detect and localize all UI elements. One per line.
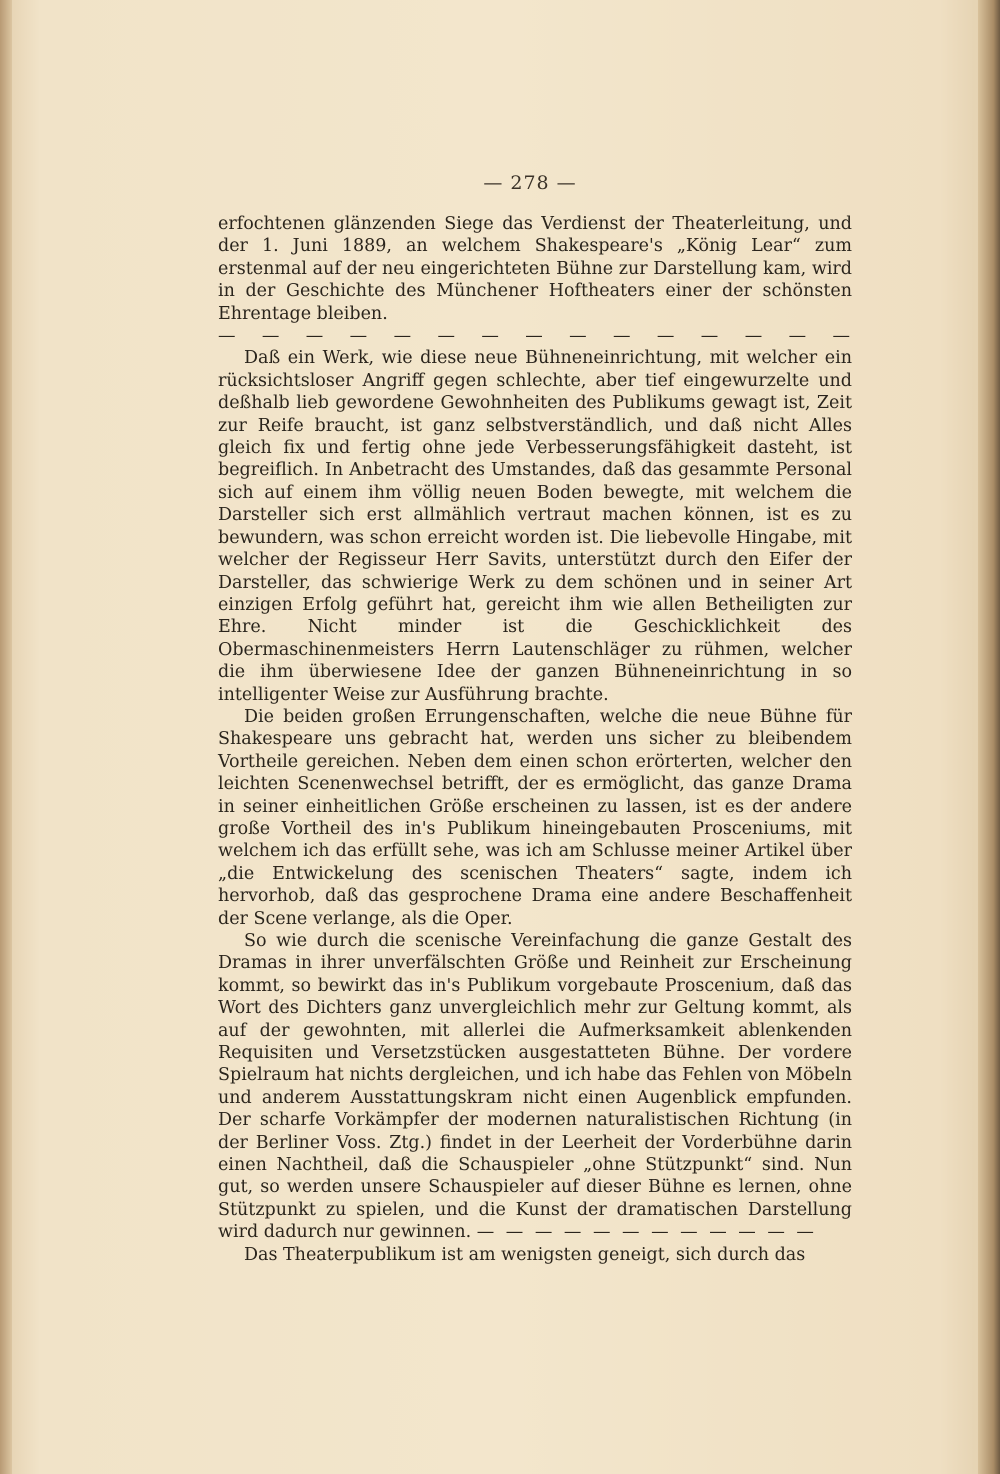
section-separator: — — — — — — — — — — — — — — — <box>218 326 852 347</box>
paragraph-text: So wie durch die scenische Vereinfachung die ganze Gestalt des Dramas in ihrer unverfälschten Größe und Reinheit zur Erscheinung kommt, so bewirkt das in's Publikum vorgebaute Proscenium, daß das Wort des Dichters ganz unvergleichlich mehr zur Geltung kommt, als auf der gewohnten, mit allerlei die Aufmerksamkeit ablenkenden Requisiten und Versetzstücken ausgestatteten Bühne. Der vordere Spielraum hat nichts dergleichen, und ich habe das Fehlen von Möbeln und anderem Ausstattungskram nicht einen Augenblick empfunden. Der scharfe Vorkämpfer der modernen naturalistischen Richtung (in der Berliner Voss. Ztg.) findet in der Leerheit der Vorderbühne darin einen Nachtheil, daß die Schauspieler „ohne Stützpunkt“ sind. Nun gut, so werden unsere Schauspieler auf dieser Bühne es lernen, ohne Stützpunkt zu spielen, und die Kunst der dramatischen Darstellung wird dadurch nur gewinnen. <box>218 931 852 1243</box>
paragraph: Daß ein Werk, wie diese neue Bühneneinrichtung, mit welcher ein rücksichtsloser Angriff gegen schlechte, aber tief eingewurzelte und deßhalb lieb gewordene Gewohnheiten des Publikums gewagt ist, Zeit zur Reife braucht, ist ganz selbstverständlich, und daß nicht Alles gleich fix und fertig ohne jede Verbesserungsfähigkeit dasteht, ist begreiflich. In Anbetracht des Umstandes, daß das gesammte Personal sich auf einem ihm völlig neuen Boden bewegte, mit welchem die Darsteller sich erst allmählich vertraut machen können, ist es zu bewundern, was schon erreicht worden ist. Die liebevolle Hingabe, mit welcher der Regisseur Herr Savits, unterstützt durch den Eifer der Darsteller, das schwierige Werk zu dem schönen und in seiner Art einzigen Erfolg geführt hat, gereicht ihm wie allen Betheiligten zur Ehre. Nicht minder ist die Geschicklichkeit des Obermaschinenmeisters Herrn Lautenschläger zu rühmen, welcher die ihm überwiesene Idee der ganzen Bühneneinrichtung in so intelligenter Weise zur Ausführung brachte. <box>218 348 852 705</box>
paragraph: Die beiden großen Errungenschaften, welche die neue Bühne für Shakespeare uns gebracht hat, werden uns sicher zu bleibendem Vortheile gereichen. Neben dem einen schon erörterten, welcher den leichten Scenenwechsel betrifft, der es ermöglicht, das ganze Drama in seiner einheitlichen Größe erscheinen zu lassen, ist es der andere große Vortheil des in's Publikum hineingebauten Prosceniums, mit welchem ich das erfüllt sehe, was ich am Schlusse meiner Artikel über „die Entwickelung des scenischen Theaters“ sagte, indem ich hervorhob, daß das gesprochene Drama eine andere Beschaffenheit der Scene verlange, als die Oper. <box>218 706 852 929</box>
page-number: — 278 — <box>483 172 577 194</box>
paragraph-final-line: Das Theaterpublikum ist am wenigsten geneigt, sich durch das <box>244 1244 806 1265</box>
page-right-edge <box>978 0 1000 1474</box>
page-left-edge <box>0 0 12 1474</box>
body-text <box>218 213 852 1266</box>
paragraph <box>218 930 852 1244</box>
paragraph-continuation: erfochtenen glänzenden Siege das Verdienst der Theaterleitung, und der 1. Juni 1889, an welchem Shakespeare's „König Lear“ zum erstenmal auf der neu eingerichteten Bühne zur Darstellung kam, wird in der Geschichte des Münchener Hoftheaters einer der schönsten Ehrentage bleiben. <box>218 214 852 324</box>
trailing-dashes: — — — — — — — — — — — — <box>476 1222 817 1243</box>
